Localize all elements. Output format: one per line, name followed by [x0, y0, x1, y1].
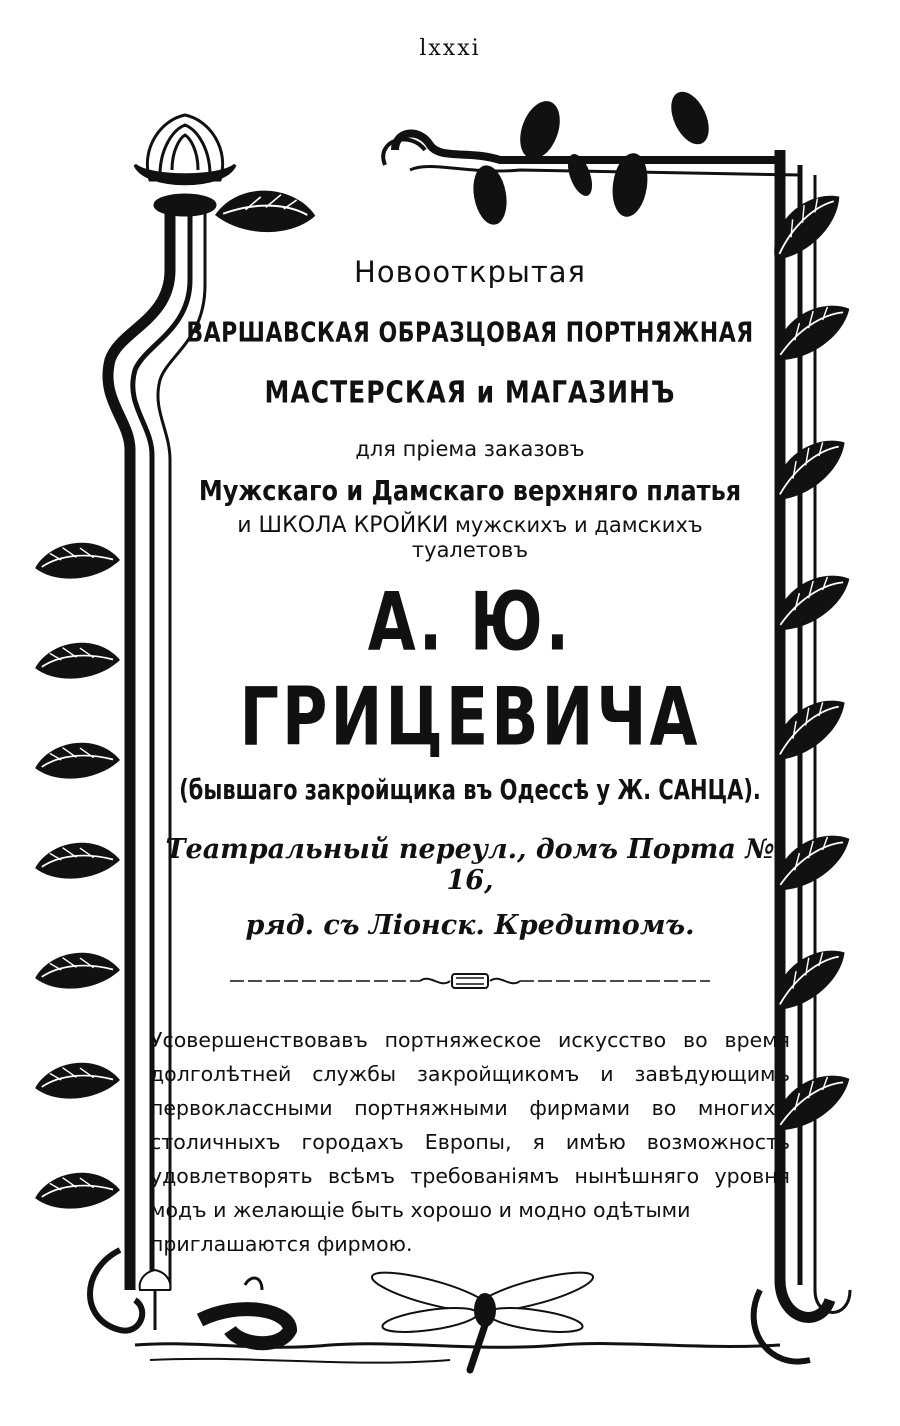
- school-line: [140, 513, 800, 538]
- lotus-flower-icon: [135, 115, 235, 215]
- workshop-subheading: МАСТЕРСКАЯ и МАГАЗИНЪ: [264, 375, 676, 410]
- proprietor-name: А. Ю. ГРИЦЕВИЧА: [239, 574, 701, 764]
- paragraph-closing: приглашаются фирмою.: [150, 1232, 413, 1256]
- page-number: lxxxi: [419, 36, 481, 61]
- paragraph-main: Усовершенствовавъ портняжеское искусство во время долголѣтней службы закройщикомъ и завѣдующимъ первоклассными портняжными фирмами во многихъ столичныхъ городахъ Европы, я имѣю возможность удовлетворять всѣмъ требованіямъ нынѣшняго уровня модъ и желающіе быть хорошо и модно одѣтыми: [150, 1028, 790, 1222]
- left-leaves: [32, 536, 122, 1216]
- address-line-2: ряд. съ Ліонск. Кредитомъ.: [245, 910, 695, 941]
- orders-line: для пріема заказовъ: [355, 437, 585, 461]
- scroll-divider-icon: [220, 971, 720, 991]
- small-lotus-icon: [140, 1270, 171, 1330]
- advertisement-body: [140, 255, 800, 1261]
- school-caps: и ШКОЛА КРОЙКИ: [237, 513, 449, 538]
- workshop-heading: ВАРШАВСКАЯ ОБРАЗЦОВАЯ ПОРТНЯЖНАЯ: [186, 317, 754, 350]
- top-vine: [383, 134, 800, 175]
- toilettes-line: туалетовъ: [411, 538, 529, 562]
- former-position: (бывшаго закройщика въ Одессѣ у Ж. САНЦА).: [179, 774, 761, 806]
- lily-pad-leaf-icon: [214, 186, 317, 236]
- address-line-1: Театральный переул., домъ Порта № 16,: [165, 834, 775, 896]
- headline-new: Новооткрытая: [354, 255, 586, 289]
- school-rest: мужскихъ и дамскихъ: [448, 513, 703, 537]
- advertisement-paragraph: [150, 1023, 790, 1261]
- clothing-line: Мужскаго и Дамскаго верхняго платья: [198, 474, 742, 508]
- dragonfly-icon: [369, 1265, 596, 1370]
